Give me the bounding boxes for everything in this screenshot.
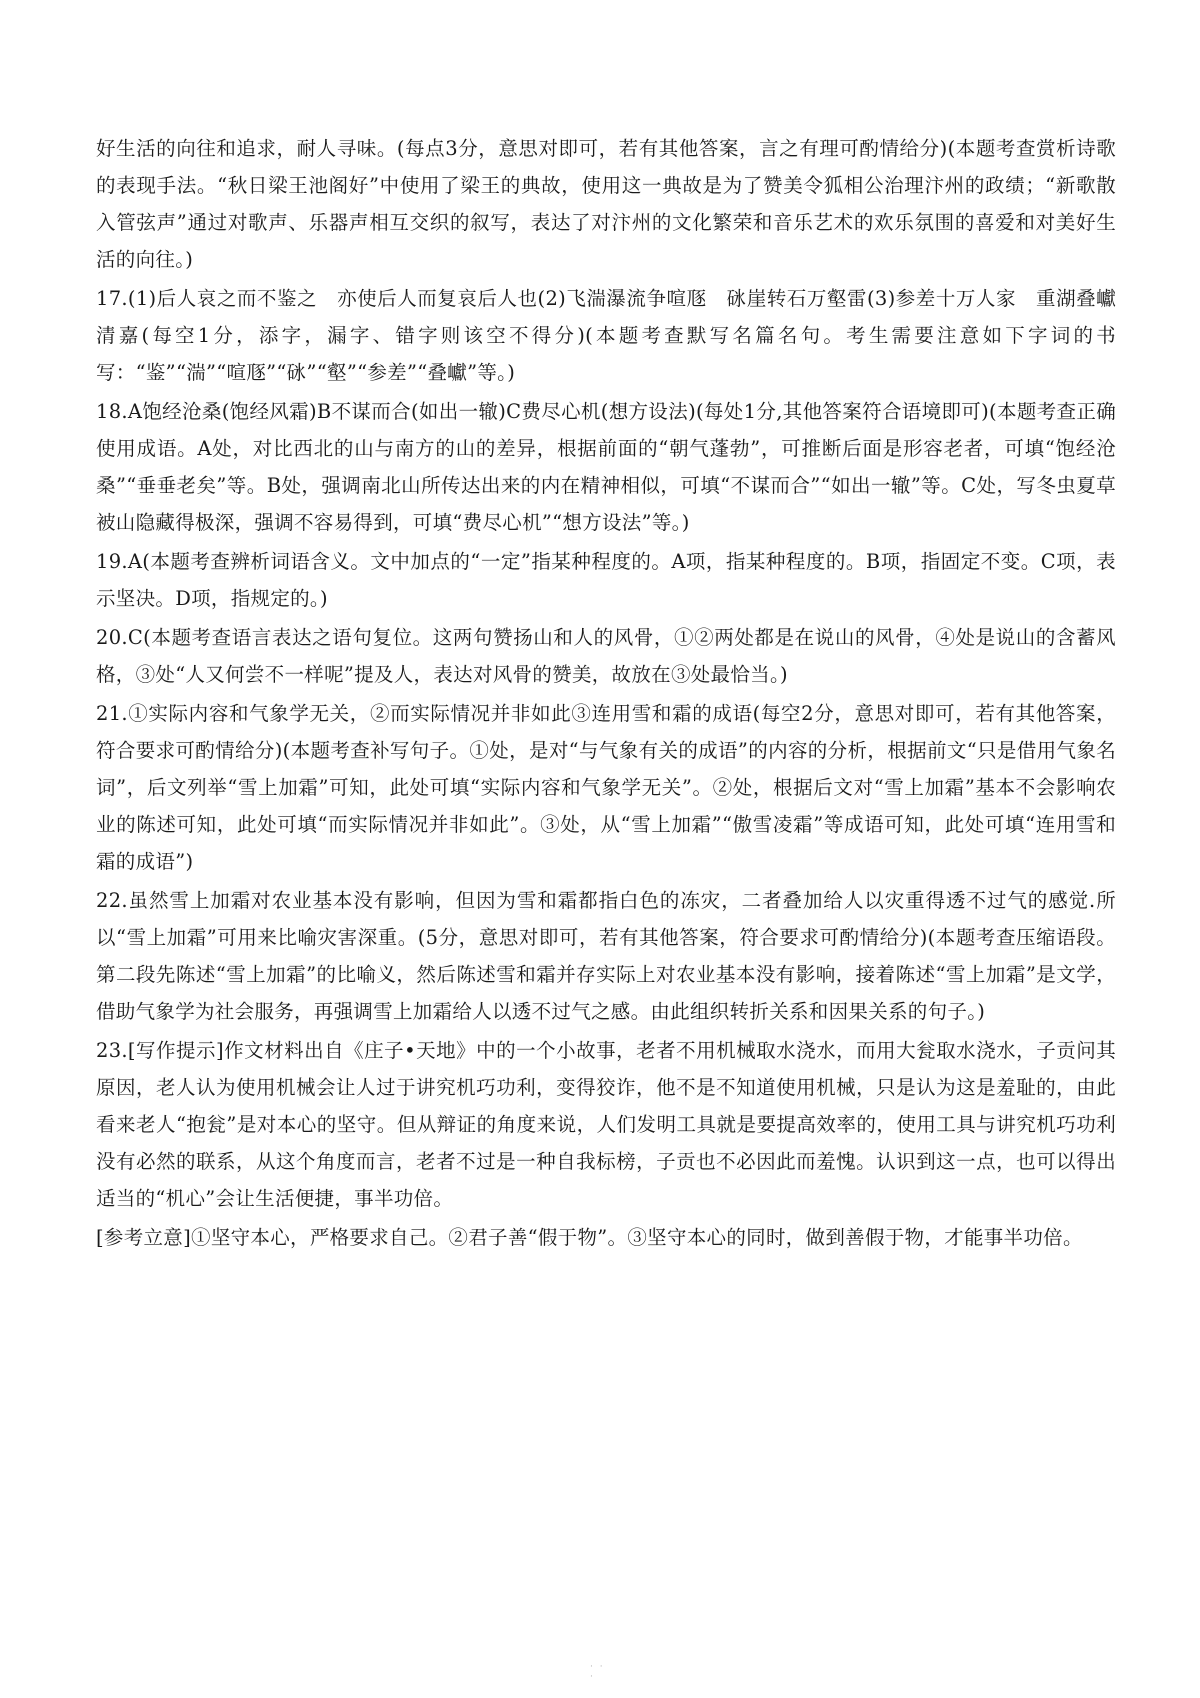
answer-text-body xyxy=(96,130,1116,1258)
answer-21: 21.①实际内容和气象学无关，②而实际情况并非如此③连用雪和霜的成语(每空2分，意思对即可，若有其他答案，符合要求可酌情给分)(本题考查补写句子。①处，是对“与气象有关的成语”的内容的分析，根据前文“只是借用气象名词”，后文列举“雪上加霜”可知，此处可填“实际内容和气象学无关”。②处，根据后文对“雪上加霜”基本不会影响农业的陈述可知，此处可填“而实际情况并非如此”。③处，从“雪上加霜”“傲雪凌霜”等成语可知，此处可填“连用雪和霜的成语”) xyxy=(96,702,1116,873)
answer-22: 22.虽然雪上加霜对农业基本没有影响，但因为雪和霜都指白色的冻灾，二者叠加给人以灾重得透不过气的感觉.所以“雪上加霜”可用来比喻灾害深重。(5分，意思对即可，若有其他答案，符合要求可酌情给分)(本题考查压缩语段。第二段先陈述“雪上加霜”的比喻义，然后陈述雪和霜并存实际上对农业基本没有影响，接着陈述“雪上加霜”是文学，借助气象学为社会服务，再强调雪上加霜给人以透不过气之感。由此组织转折关系和因果关系的句子。) xyxy=(96,889,1116,1023)
answer-18: 18.A饱经沧桑(饱经风霜)B不谋而合(如出一辙)C费尽心机(想方设法)(每处1分,其他答案符合语境即可)(本题考查正确使用成语。A处，对比西北的山与南方的山的差异，根据前面的“朝气蓬勃”，可推断后面是形容老者，可填“饱经沧桑”“垂垂老矣”等。B处，强调南北山所传达出来的内在精神相似，可填“不谋而合”“如出一辙”等。C处，写冬虫夏草被山隐藏得极深，强调不容易得到，可填“费尽心机”“想方设法”等。) xyxy=(96,400,1116,534)
answer-23-reference-ideas: [参考立意]①坚守本心，严格要求自己。②君子善“假于物”。③坚守本心的同时，做到善假于物，才能事半功倍。 xyxy=(96,1226,1083,1249)
answer-19: 19.A(本题考查辨析词语含义。文中加点的“一定”指某种程度的。A项，指某种程度的。B项，指固定不变。C项，表示坚决。D项，指规定的。) xyxy=(96,550,1116,610)
answer-23-writing-tips: 23.[写作提示]作文材料出自《庄子•天地》中的一个小故事，老者不用机械取水浇水，而用大瓮取水浇水，子贡问其原因，老人认为使用机械会让人过于讲究机巧功利，变得狡诈，他不是不知道使用机械，只是认为这是羞耻的，由此看来老人“抱瓮”是对本心的坚守。但从辩证的角度来说，人们发明工具就是要提高效率的，使用工具与讲究机巧功利没有必然的联系，从这个角度而言，老者不过是一种自我标榜，子贡也不必因此而羞愧。认识到这一点，也可以得出适当的“机心”会让生活便捷，事半功倍。 xyxy=(96,1039,1116,1210)
answer-16-continuation: 好生活的向往和追求，耐人寻味。(每点3分，意思对即可，若有其他答案，言之有理可酌情给分)(本题考查赏析诗歌的表现手法。“秋日梁王池阁好”中使用了梁王的典故，使用这一典故是为了赞美令狐相公治理汴州的政绩；“新歌散入管弦声”通过对歌声、乐器声相互交织的叙写，表达了对汴州的文化繁荣和音乐艺术的欢乐氛围的喜爱和对美好生活的向往。) xyxy=(96,137,1116,271)
answer-20: 20.C(本题考查语言表达之语句复位。这两句赞扬山和人的风骨，①②两处都是在说山的风骨，④处是说山的含蓄风格，③处“人又何尝不一样呢”提及人，表达对风骨的赞美，故放在③处最恰当。) xyxy=(96,626,1116,686)
answer-17: 17.(1)后人哀之而不鉴之 亦使后人而复哀后人也(2)飞湍瀑流争喧豗 砯崖转石万壑雷(3)参差十万人家 重湖叠巘清嘉(每空1分，添字，漏字、错字则该空不得分)(本题考查默写名篇名句。考生需要注意如下字词的书写：“鉴”“湍”“喧豗”“砯”“壑”“参差”“叠巘”等。) xyxy=(96,287,1116,384)
page-footer-mark: · · · xyxy=(590,1662,605,1682)
